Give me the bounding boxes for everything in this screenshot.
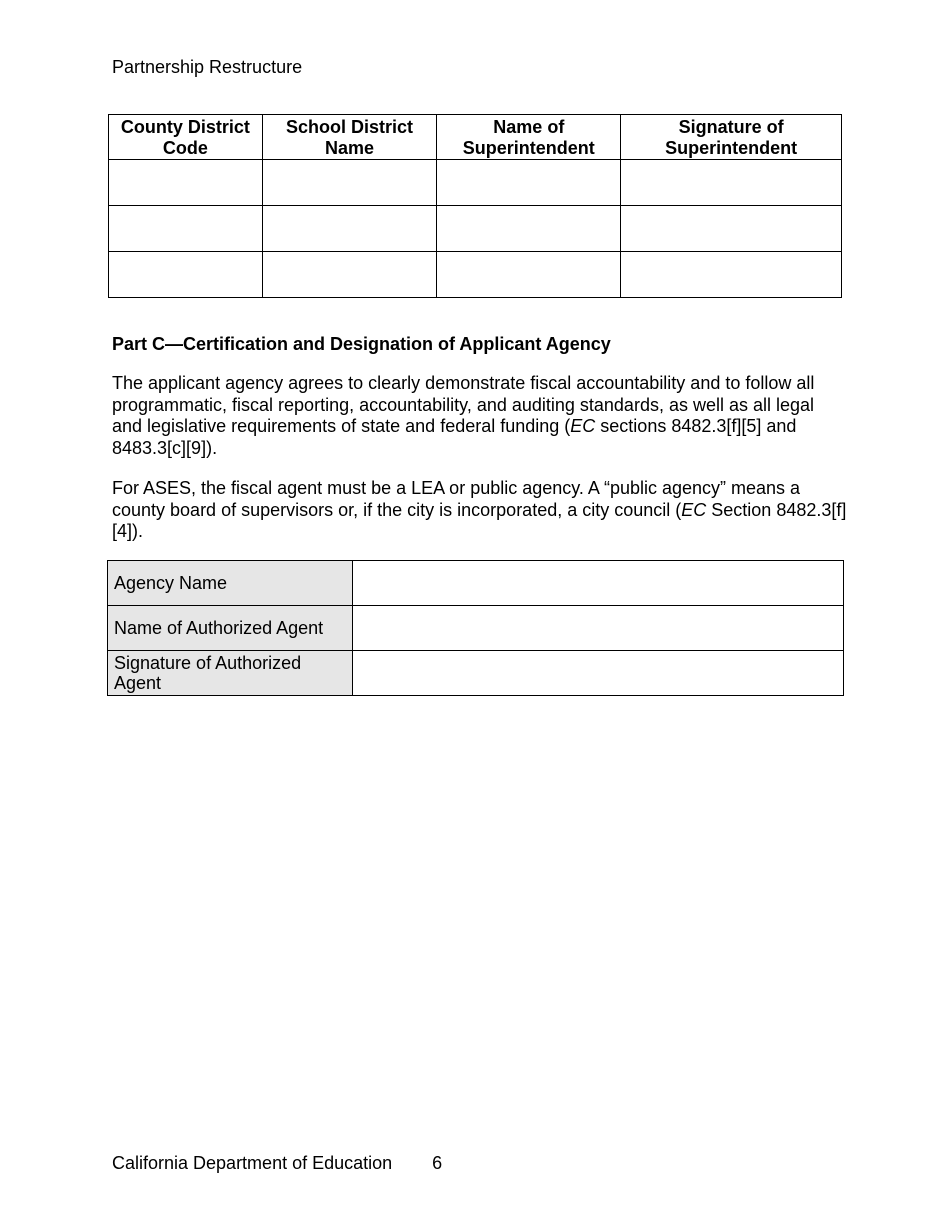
- superintendent-name-cell[interactable]: [437, 206, 621, 252]
- page-footer: [112, 1153, 442, 1173]
- agency-name-label: Agency Name: [108, 561, 353, 606]
- authorized-agent-signature-label: Signature of Authorized Agent: [108, 651, 353, 696]
- authorized-agent-name-field[interactable]: [353, 606, 844, 651]
- paragraph-text: The applicant agency agrees to clearly demonstrate fiscal accountability and to follow all programmatic, fiscal reporting, accountability, and auditing standards, as well as all legal and legislative requirements of state and federal funding (: [112, 373, 815, 436]
- fiscal-agent-paragraph: [112, 478, 847, 543]
- superintendent-name-cell[interactable]: [437, 160, 621, 206]
- table-row: [109, 252, 842, 298]
- table-row: [109, 160, 842, 206]
- table-header-row: [109, 115, 842, 160]
- table-row: [108, 651, 844, 696]
- page-number: 6: [432, 1153, 443, 1173]
- table-row: [108, 561, 844, 606]
- footer-organization: California Department of Education: [112, 1153, 393, 1173]
- superintendent-signature-cell[interactable]: [621, 252, 842, 298]
- certification-paragraph: [112, 373, 847, 459]
- district-signature-table: [108, 114, 842, 298]
- page-header: Partnership Restructure: [112, 57, 303, 77]
- superintendent-signature-cell[interactable]: [621, 206, 842, 252]
- paragraph-text: sections 8482.3[f][5] and 8483.3[c][9]).: [112, 416, 797, 458]
- county-district-code-cell[interactable]: [109, 252, 263, 298]
- school-district-name-cell[interactable]: [262, 252, 437, 298]
- table-row: [108, 606, 844, 651]
- superintendent-name-cell[interactable]: [437, 252, 621, 298]
- paragraph-italic-ec: EC: [570, 416, 596, 436]
- agency-name-field[interactable]: [353, 561, 844, 606]
- column-header-county-district-code: County District Code: [109, 115, 263, 160]
- paragraph-text: For ASES, the fiscal agent must be a LEA or public agency. A “public agency” means a county board of supervisors or, if the city is incorporated, a city council (: [112, 478, 801, 520]
- authorized-agent-signature-field[interactable]: [353, 651, 844, 696]
- school-district-name-cell[interactable]: [262, 160, 437, 206]
- agency-designation-table: [107, 560, 844, 696]
- table-row: [109, 206, 842, 252]
- paragraph-italic-ec: EC: [681, 499, 707, 520]
- paragraph-text: Section 8482.3[f][4]).: [112, 499, 847, 541]
- column-header-signature-of-superintendent: Signature of Superintendent: [621, 115, 842, 160]
- authorized-agent-name-label: Name of Authorized Agent: [108, 606, 353, 651]
- county-district-code-cell[interactable]: [109, 206, 263, 252]
- part-c-heading: Part C—Certification and Designation of Applicant Agency: [112, 334, 611, 354]
- column-header-name-of-superintendent: Name of Superintendent: [437, 115, 621, 160]
- county-district-code-cell[interactable]: [109, 160, 263, 206]
- superintendent-signature-cell[interactable]: [621, 160, 842, 206]
- school-district-name-cell[interactable]: [262, 206, 437, 252]
- column-header-school-district-name: School District Name: [262, 115, 437, 160]
